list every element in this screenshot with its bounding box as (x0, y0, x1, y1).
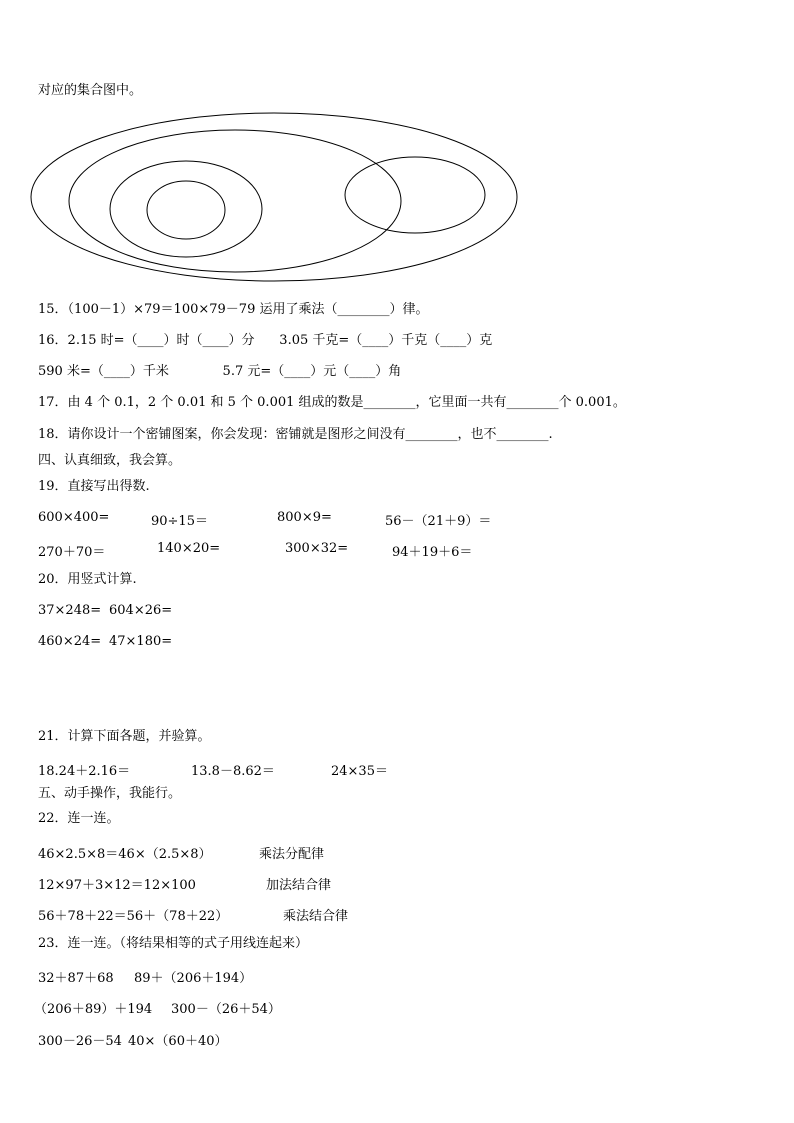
q23-left-item: 32＋87＋68 (38, 971, 114, 986)
question-15: 15．（100－1）×79＝100×79－79 运用了乘法（________）律。 (38, 302, 429, 317)
q23-left-item: （206＋89）＋194 (34, 1002, 153, 1017)
q21-item: 24×35＝ (331, 764, 388, 779)
q19-item: 56－（21＋9）＝ (385, 514, 492, 529)
q22-right-item: 加法结合律 (266, 878, 332, 893)
question-20-title: 20．用竖式计算. (38, 572, 137, 587)
q23-right-item: 300－（26＋54） (171, 1002, 281, 1017)
q21-item: 18.24＋2.16＝ (38, 764, 131, 779)
q20-item: 460×24= (38, 634, 102, 649)
intro-text: 对应的集合图中。 (38, 83, 143, 98)
q21-item: 13.8－8.62＝ (191, 764, 275, 779)
q19-item: 270＋70＝ (38, 545, 106, 560)
section-4-heading: 四、认真细致，我会算。 (38, 453, 182, 468)
third-set-ellipse (110, 161, 262, 257)
question-18: 18．请你设计一个密铺图案，你会发现：密铺就是图形之间没有________，也不________. (38, 427, 553, 442)
inner-set-ellipse (147, 181, 225, 239)
q19-item: 90÷15＝ (151, 514, 208, 529)
question-16-line1: 16．2.15 时=（____）时（____）分 3.05 千克=（____）千克（____）克 (38, 333, 493, 348)
q19-item: 140×20= (157, 541, 221, 556)
q19-item: 94＋19＋6＝ (392, 545, 473, 560)
q23-left-item: 300－26－54 (38, 1034, 122, 1049)
q20-item: 604×26= (109, 603, 173, 618)
q20-item: 37×248= (38, 603, 102, 618)
outer-set-ellipse (31, 113, 517, 281)
q22-left-item: 12×97＋3×12＝12×100 (38, 878, 196, 893)
q22-right-item: 乘法分配律 (259, 847, 325, 862)
question-16-line2: 590 米=（____）千米 5.7 元=（____）元（____）角 (38, 364, 402, 379)
question-23-title: 23．连一连。（将结果相等的式子用线连起来） (38, 936, 309, 951)
separate-set-ellipse (345, 157, 485, 233)
question-21-title: 21．计算下面各题，并验算。 (38, 729, 211, 744)
q23-right-item: 40×（60＋40） (128, 1034, 228, 1049)
question-22-title: 22．连一连。 (38, 811, 120, 826)
q22-right-item: 乘法结合律 (283, 909, 349, 924)
q19-item: 600×400= (38, 510, 110, 525)
set-diagram (30, 112, 530, 288)
q22-left-item: 56＋78＋22＝56＋（78＋22） (38, 909, 229, 924)
q19-item: 800×9= (277, 510, 332, 525)
q22-left-item: 46×2.5×8＝46×（2.5×8） (38, 847, 212, 862)
q23-right-item: 89＋（206＋194） (134, 971, 253, 986)
q19-item: 300×32= (285, 541, 349, 556)
question-17: 17．由 4 个 0.1，2 个 0.01 和 5 个 0.001 组成的数是________，它里面一共有________个 0.001。 (38, 395, 626, 410)
second-set-ellipse (69, 130, 401, 272)
question-19-title: 19．直接写出得数. (38, 479, 150, 494)
section-5-heading: 五、动手操作，我能行。 (38, 786, 182, 801)
q20-item: 47×180= (109, 634, 173, 649)
